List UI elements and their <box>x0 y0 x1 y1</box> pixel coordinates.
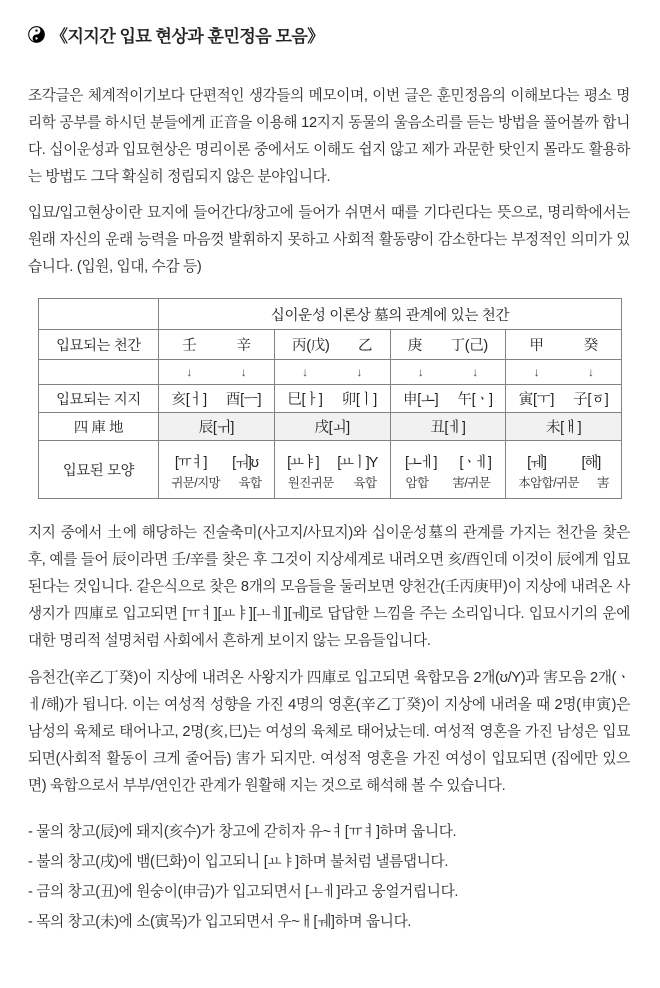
vowel-glyph: [ㅠㅕ] <box>174 454 207 471</box>
cell-arrow-2 <box>274 360 390 385</box>
row-moyang <box>39 441 622 499</box>
table-corner-cell <box>39 299 159 330</box>
vowel-glyph: [ㅝ]ʊ <box>232 454 258 471</box>
row-cheongan <box>39 330 622 360</box>
down-arrow-icon: ↓ <box>417 365 424 379</box>
cell-moyang-4 <box>506 441 622 499</box>
moyang-caption: 害/귀문 <box>452 475 491 490</box>
page-title <box>28 22 630 47</box>
cell-arrow-1 <box>159 360 275 385</box>
row-label-cheongan: 입묘되는 천간 <box>39 330 159 360</box>
cheongan-value: 癸 <box>583 338 598 354</box>
down-arrow-icon: ↓ <box>240 365 247 379</box>
table-header-cell: 십이운성 이론상 墓의 관계에 있는 천간 <box>159 299 622 330</box>
row-arrows <box>39 360 622 385</box>
moyang-caption: 원진귀문 <box>287 475 334 490</box>
cell-cheongan-3 <box>390 330 506 360</box>
cell-moyang-3 <box>390 441 506 499</box>
cell-cheongan-4 <box>506 330 622 360</box>
row-label-empty <box>39 360 159 385</box>
row-label-moyang: 입묘된 모양 <box>39 441 159 499</box>
paragraph-explanation-yin: 음천간(辛乙丁癸)이 지상에 내려온 사왕지가 四庫로 입고되면 육합모음 2개(ʊ/Y)과 害모음 2개(ㆍㅔ/해)가 됩니다. 이는 여성적 성향을 가진 4명의 영혼(辛乙丁癸)이 지상에 내려올 때 2명(申寅)은 남성의 육체로 태어나고, 2명(亥,巳)는 여성의 육체로 태어났는데. 여성적 영혼을 가진 남성은 입묘되면(사회적 활동이 크게 줄어듬) 害가 되지만. 여성적 영혼을 가진 여성이 입묘되면 (집에만 있으면) 육합으로서 부부/연인간 관계가 원활해 지는 것으로 해석해 볼 수 있습니다. <box>28 670 630 794</box>
cell-cheongan-1 <box>159 330 275 360</box>
jiji-value: 酉[ㅡ] <box>225 392 262 408</box>
vowel-glyph: [ㅞ] <box>527 454 546 471</box>
cell-moyang-2 <box>274 441 390 499</box>
cheongan-value: 庚 <box>407 338 422 354</box>
cell-arrow-4 <box>506 360 622 385</box>
row-jiji <box>39 385 622 413</box>
animal-sound-list <box>28 817 630 937</box>
jiji-value: 午[ㆍ] <box>457 392 493 408</box>
jiji-value: 巳[ㅏ] <box>287 392 323 408</box>
cell-jiji-1 <box>159 385 275 413</box>
jiji-value: 亥[ㅓ] <box>171 392 207 408</box>
down-arrow-icon: ↓ <box>356 365 363 379</box>
cheongan-value: 壬 <box>182 338 197 354</box>
moyang-caption: 本암합/귀문 <box>518 475 579 490</box>
cell-sagoji-2: 戌[ㅚ] <box>274 413 390 441</box>
cheongan-value: 乙 <box>358 338 373 354</box>
down-arrow-icon: ↓ <box>587 365 594 379</box>
moyang-caption: 害 <box>597 475 609 490</box>
cell-jiji-2 <box>274 385 390 413</box>
list-item: - 목의 창고(未)에 소(寅목)가 입고되면서 우~ㅐ[ㅞ]하며 웁니다. <box>28 914 412 930</box>
row-sagoji <box>39 413 622 441</box>
page-title-text: 《지지간 입묘 현상과 훈민정음 모음》 <box>51 27 324 46</box>
paragraph-immyo-definition: 입묘/입고현상이란 묘지에 들어간다/창고에 들어가 쉬면서 때를 기다린다는 뜻으로, 명리학에서는 원래 자신의 운래 능력을 마음껏 발휘하지 못하고 사회적 활동량이 감소한다는 부정적인 의미가 있습니다. (입원, 입대, 수감 등) <box>28 205 630 275</box>
jiji-value: 卯[ㅣ] <box>341 392 377 408</box>
vowel-glyph: [ㅛㅣ]Y <box>337 454 378 471</box>
table-header-row <box>39 299 622 330</box>
cell-sagoji-1: 辰[ㅟ] <box>159 413 275 441</box>
cell-arrow-3 <box>390 360 506 385</box>
vowel-glyph: [ㆍㅔ] <box>459 454 491 471</box>
cell-jiji-3 <box>390 385 506 413</box>
moyang-caption: 육합 <box>353 475 377 490</box>
down-arrow-icon: ↓ <box>472 365 478 379</box>
cell-cheongan-2 <box>274 330 390 360</box>
moyang-caption: 귀문/지망 <box>171 475 221 490</box>
cell-jiji-4 <box>506 385 622 413</box>
cheongan-value: 丁(己) <box>450 338 488 354</box>
down-arrow-icon: ↓ <box>302 365 308 379</box>
vowel-glyph: [해] <box>581 454 601 471</box>
cell-sagoji-3: 丑[ㅔ] <box>390 413 506 441</box>
jiji-value: 子[ㆆ] <box>573 392 609 408</box>
row-label-jiji: 입묘되는 지지 <box>39 385 159 413</box>
cell-moyang-1 <box>159 441 275 499</box>
list-item: - 금의 창고(丑)에 원숭이(申금)가 입고되면서 [ㅗㅔ]라고 웅얼거립니다. <box>28 884 459 900</box>
row-label-sagoji: 四 庫 地 <box>39 413 159 441</box>
jiji-value: 申[ㅗ] <box>403 392 439 408</box>
list-item: - 불의 창고(戌)에 뱀(巳화)이 입고되니 [ㅛㅑ]하며 불처럼 낼름댑니다. <box>28 854 449 870</box>
paragraph-explanation-yang: 지지 중에서 土에 해당하는 진술축미(사고지/사묘지)와 십이운성墓의 관계를 가지는 천간을 찾은 후, 예를 들어 辰이라면 壬/辛를 찾은 후 그것이 지상세계로 내려오면 亥/酉인데 이것이 辰에게 입묘된다는 것입니다. 같은식으로 찾은 8개의 모음들을 둘러보면 양천간(壬丙庚甲)이 지상에 내려온 사생지가 四庫로 입고되면 [ㅠㅕ][ㅛㅑ][ㅗㅔ][ㅞ]로 답답한 느낌을 주는 소리입니다. 입묘시기의 운에 대한 명리적 설명처럼 사회에서 흔하게 보이지 않는 모음들입니다. <box>28 525 630 649</box>
cell-sagoji-4: 未[ㅐ] <box>506 413 622 441</box>
cheongan-value: 辛 <box>236 338 251 354</box>
yin-yang-icon <box>28 26 45 43</box>
cheongan-value: 丙(戊) <box>292 338 330 354</box>
cheongan-value: 甲 <box>529 338 544 354</box>
down-arrow-icon: ↓ <box>533 365 540 379</box>
jiji-value: 寅[ㅜ] <box>518 392 555 408</box>
list-item: - 물의 창고(辰)에 돼지(亥수)가 창고에 갇히자 유~ㅕ[ㅠㅕ]하며 웁니다. <box>28 824 457 840</box>
moyang-caption: 육합 <box>238 475 262 490</box>
vowel-glyph: [ㅛㅑ] <box>287 454 319 471</box>
down-arrow-icon: ↓ <box>186 365 193 379</box>
immyo-table <box>38 298 622 499</box>
moyang-caption: 암합 <box>405 475 429 490</box>
vowel-glyph: [ㅗㅔ] <box>404 454 437 471</box>
paragraph-intro: 조각글은 체계적이기보다 단편적인 생각들의 메모이며, 이번 글은 훈민정음의 이해보다는 평소 명리학 공부를 하시던 분들에게 正音을 이용해 12지지 동물의 울음소리를 듣는 방법을 풀어볼까 합니다. 십이운성과 입묘현상은 명리이론 중에서도 이해도 쉽지 않고 제가 과문한 탓인지 몰라도 활용하는 방법도 그닥 확실히 정립되지 않은 분야입니다. <box>28 88 630 185</box>
